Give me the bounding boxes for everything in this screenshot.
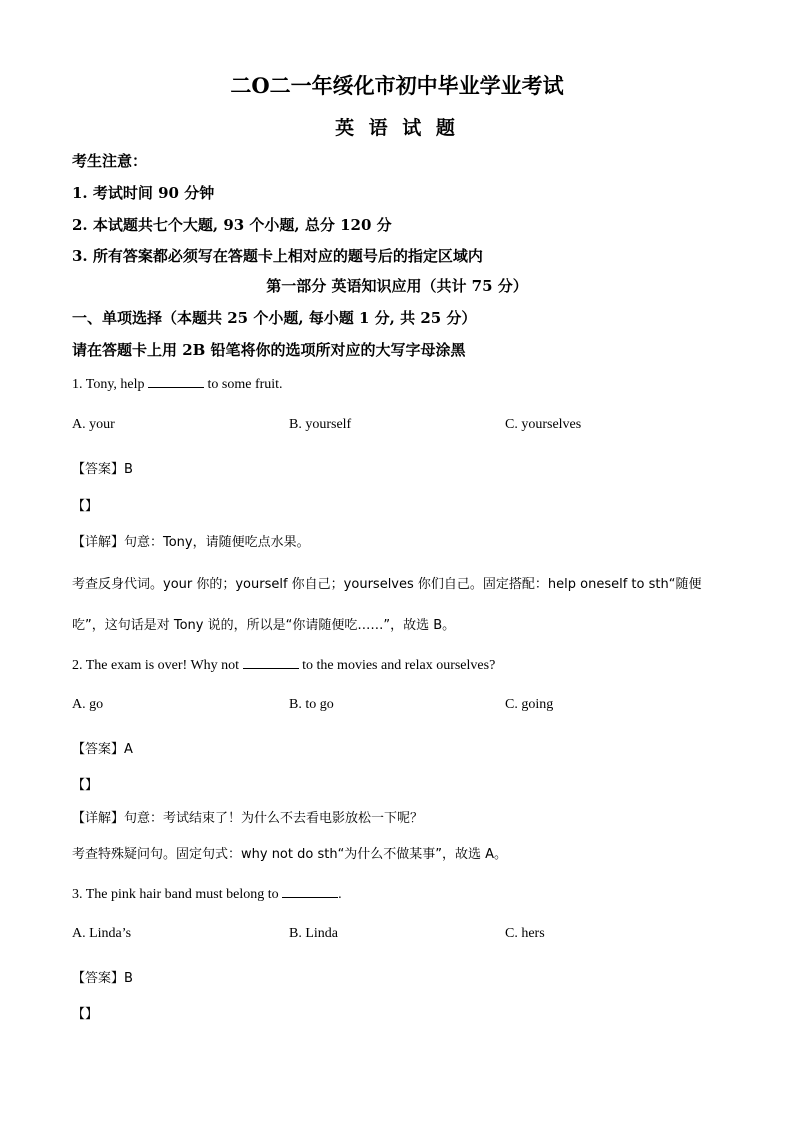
option-b: B. yourself [289, 417, 352, 432]
question-text: 1. Tony, help [72, 377, 149, 392]
detail-text: 【详解】句意：Tony，请随便吃点水果。 [72, 535, 310, 550]
answer-blank [148, 375, 204, 388]
option-c: C. yourselves [505, 417, 582, 432]
detail-text: 【详解】句意：考试结束了！为什么不去看电影放松一下呢？ [72, 811, 424, 826]
part-title: 第一部分 英语知识应用（共计 75 分） [266, 277, 528, 295]
section-title: 一、单项选择（本题共 25 个小题, 每小题 1 分, 共 25 分） [72, 309, 477, 327]
section-instruction: 请在答题卡上用 2B 铅笔将你的选项所对应的大写字母涂黑 [72, 341, 466, 359]
option-a: A. your [72, 417, 115, 432]
question-text: 2. The exam is over! Why not [72, 658, 243, 673]
answer-label: 【答案】B [72, 462, 133, 477]
analysis-mark: 【】 [72, 1007, 99, 1022]
question-text: to some fruit. [204, 377, 283, 392]
option-b: B. Linda [289, 926, 338, 941]
option-a: A. go [72, 697, 104, 712]
answer-label: 【答案】A [72, 742, 133, 757]
explanation-line: 吃”，这句话是对 Tony 说的，所以是“你请随便吃……”，故选 B。 [72, 618, 456, 633]
answer-label: 【答案】B [72, 971, 133, 986]
page-title: 二O二一年绥化市初中毕业学业考试 [230, 73, 564, 98]
notice-item: 3. 所有答案都必须写在答题卡上相对应的题号后的指定区域内 [72, 247, 483, 265]
question-text: . [338, 887, 342, 902]
notice-item: 1. 考试时间 90 分钟 [72, 184, 215, 202]
option-c: C. going [505, 697, 554, 712]
notice-item: 2. 本试题共七个大题, 93 个小题, 总分 120 分 [72, 216, 392, 234]
explanation-line: 考查特殊疑问句。固定句式：why not do sth“为什么不做某事”，故选 A。 [72, 847, 508, 862]
explanation-line: 考查反身代词。your 你的；yourself 你自己；yourselves 你们自己。固定搭配：help oneself to sth“随便 [72, 577, 702, 592]
option-c: C. hers [505, 926, 545, 941]
answer-blank [243, 656, 299, 669]
question-stem [72, 656, 495, 674]
analysis-mark: 【】 [72, 778, 99, 793]
page-subtitle: 英 语 试 题 [335, 117, 459, 139]
question-stem [72, 375, 283, 393]
option-a: A. Linda’s [72, 926, 132, 941]
question-text: to the movies and relax ourselves? [298, 658, 496, 673]
notice-heading: 考生注意： [72, 152, 148, 170]
analysis-mark: 【】 [72, 499, 99, 514]
question-stem [72, 885, 342, 903]
option-b: B. to go [289, 697, 334, 712]
answer-blank [282, 885, 338, 898]
question-text: 3. The pink hair band must belong to [72, 887, 283, 902]
